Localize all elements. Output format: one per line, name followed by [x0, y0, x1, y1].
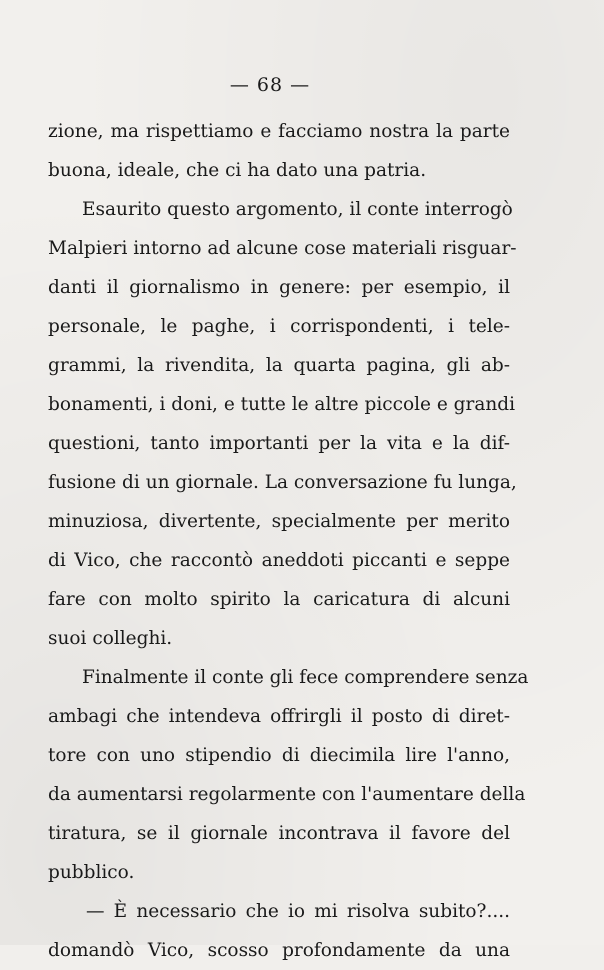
text-line: personale, le paghe, i corrispondenti, i tele-	[48, 316, 510, 337]
text-line: fusione di un giornale. La conversazione fu lunga,	[48, 472, 517, 493]
text-line: tiratura, se il giornale incontrava il favore del	[48, 823, 510, 844]
text-line: Malpieri intorno ad alcune cose materiali risguar-	[48, 238, 517, 259]
text-line: da aumentarsi regolarmente con l'aumentare della	[48, 784, 526, 805]
text-line: pubblico.	[48, 862, 135, 883]
text-line: grammi, la rivendita, la quarta pagina, gli ab-	[48, 355, 510, 376]
text-line: zione, ma rispettiamo e facciamo nostra la parte	[48, 121, 510, 142]
body-text	[48, 112, 529, 970]
text-line: minuziosa, divertente, specialmente per merito	[48, 511, 510, 532]
page-number: — 68 —	[229, 74, 311, 96]
text-line: Finalmente il conte gli fece comprendere senza	[82, 667, 529, 688]
text-line: questioni, tanto importanti per la vita e la dif-	[48, 433, 510, 454]
text-line: domandò Vico, scosso profondamente da una	[48, 940, 510, 961]
text-line: bonamenti, i doni, e tutte le altre piccole e grandi	[48, 394, 516, 415]
text-line: ambagi che intendeva offrirgli il posto di diret-	[48, 706, 510, 727]
text-line: buona, ideale, che ci ha dato una patria.	[48, 160, 427, 181]
text-line: di Vico, che raccontò aneddoti piccanti e seppe	[48, 550, 510, 571]
text-line: suoi colleghi.	[48, 628, 173, 649]
text-line: fare con molto spirito la caricatura di alcuni	[48, 589, 510, 610]
text-line: tore con uno stipendio di diecimila lire l'anno,	[48, 745, 510, 766]
text-line: — È necessario che io mi risolva subito?....	[86, 901, 510, 922]
text-line: danti il giornalismo in genere: per esempio, il	[48, 277, 510, 298]
text-line: Esaurito questo argomento, il conte interrogò	[82, 199, 513, 220]
